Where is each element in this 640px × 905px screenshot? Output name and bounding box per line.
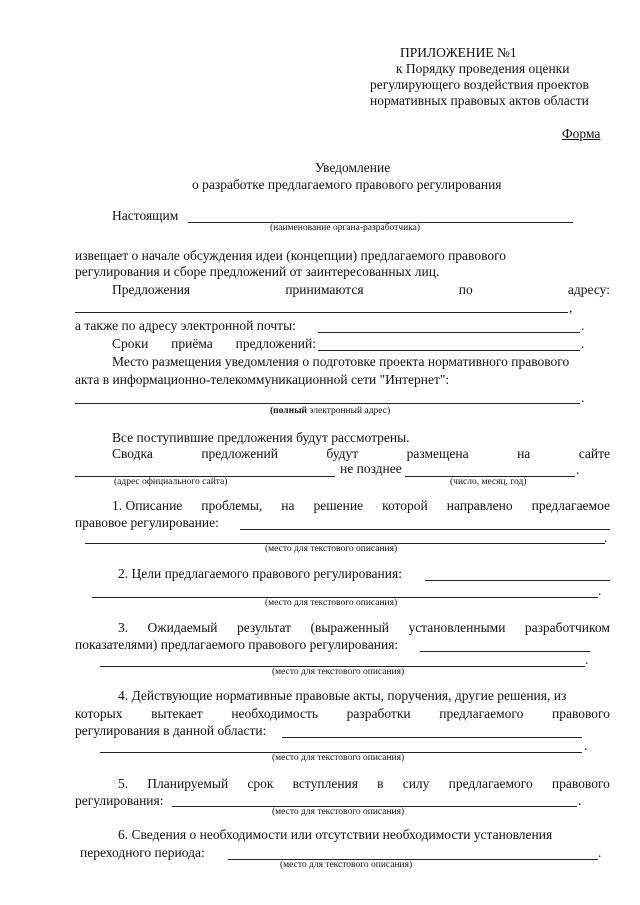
word: которой <box>382 498 428 513</box>
dot: . <box>581 336 585 351</box>
dot: . <box>578 793 582 808</box>
notifies-line2: регулирования и сборе предложений от заинтересованных лиц. <box>75 264 440 279</box>
word: Сводка <box>112 446 153 461</box>
word: проблемы, <box>201 498 263 513</box>
placement-line1: Место размещения уведомления о подготовке проекта нормативного правового <box>112 354 570 369</box>
word: в <box>377 776 384 791</box>
internet-address-field[interactable] <box>75 403 580 404</box>
word: предложений: <box>235 336 316 351</box>
date-caption: (число, месяц, год) <box>450 477 527 487</box>
doc-title: Уведомление <box>315 160 391 175</box>
site-caption: (адрес официального сайта) <box>114 477 228 487</box>
email-field[interactable] <box>318 332 580 333</box>
now-label: Настоящим <box>112 208 179 223</box>
word: будут <box>326 446 359 461</box>
word: размещена <box>406 446 469 461</box>
word: установленными <box>408 620 506 635</box>
word: 3. <box>118 620 129 635</box>
word: решение <box>313 498 364 513</box>
address-field[interactable] <box>75 312 568 313</box>
word: 5. <box>118 776 129 791</box>
section5-caption: (место для текстового описания) <box>272 807 405 817</box>
word: которых <box>75 706 123 721</box>
developer-caption: (наименование органа-разработчика) <box>270 223 421 233</box>
word: приёма <box>171 336 213 351</box>
placement-line2: акта в информационно-телекоммуникационной сети "Интернет": <box>75 372 450 387</box>
section3-caption: (место для текстового описания) <box>272 667 405 677</box>
appendix-title: ПРИЛОЖЕНИЕ №1 <box>400 45 517 60</box>
period-label <box>112 336 316 352</box>
word: результат <box>236 620 292 635</box>
appendix-line4: нормативных правовых актов области <box>370 93 589 108</box>
word: вытекает <box>151 706 203 721</box>
not-later-label: не позднее <box>340 461 402 476</box>
proposals-line <box>112 282 610 298</box>
dot: . <box>584 738 588 753</box>
section4-line2 <box>75 706 610 722</box>
dot: . <box>598 845 602 860</box>
word: сайте <box>578 446 610 461</box>
section2-caption: (место для текстового описания) <box>265 598 398 608</box>
section1-field-a[interactable] <box>240 529 610 530</box>
section1-caption: (место для текстового описания) <box>265 544 398 554</box>
word: Планируемый <box>147 776 229 791</box>
word: (выраженный <box>310 620 390 635</box>
word: разработки <box>346 706 411 721</box>
word: по <box>458 282 473 297</box>
doc-subtitle: о разработке предлагаемого правового регулирования <box>192 177 502 192</box>
all-considered: Все поступившие предложения будут рассмотрены. <box>112 430 410 445</box>
dot: . <box>598 583 602 598</box>
word: на <box>281 498 295 513</box>
word: Сроки <box>112 336 149 351</box>
section3-line1 <box>118 620 610 636</box>
word: адресу: <box>567 282 610 297</box>
section4-line3: регулирования в данной области: <box>75 723 267 738</box>
section6-line2: переходного периода: <box>80 845 205 860</box>
word: принимаются <box>285 282 364 297</box>
word: Ожидаемый <box>147 620 218 635</box>
word: правового <box>551 776 610 791</box>
dot: . <box>576 462 580 477</box>
appendix-line3: регулирующего воздействия проектов <box>370 77 589 92</box>
summary-line <box>112 446 610 462</box>
section3-line2: показателями) предлагаемого правового регулирования: <box>75 637 399 652</box>
section5-line2: регулирования: <box>75 793 164 808</box>
full-address-caption: (полный электронный адрес) <box>270 406 391 416</box>
notifies-line1: извещает о начале обсуждения идеи (концепции) предлагаемого правового <box>75 248 507 263</box>
word: силу <box>402 776 430 791</box>
section2-line1: 2. Цели предлагаемого правового регулирования: <box>118 566 402 581</box>
section6-line1: 6. Сведения о необходимости или отсутствии необходимости установления <box>118 827 553 842</box>
word: предлагаемого <box>439 706 524 721</box>
word: на <box>517 446 531 461</box>
section1-line1 <box>112 498 610 514</box>
period-field[interactable] <box>318 350 580 351</box>
word: предлагаемое <box>531 498 610 513</box>
section6-caption: (место для текстового описания) <box>280 860 413 870</box>
word: предлагаемого <box>448 776 533 791</box>
email-label: а также по адресу электронной почты: <box>75 318 296 333</box>
section4-caption: (место для текстового описания) <box>272 753 405 763</box>
word: Предложения <box>112 282 191 297</box>
dot: . <box>581 390 585 405</box>
dot: . <box>604 530 608 545</box>
dot: . <box>585 652 589 667</box>
word: направлено <box>446 498 513 513</box>
dot: . <box>581 318 585 333</box>
section5-line1 <box>118 776 610 792</box>
appendix-line2: к Порядку проведения оценки <box>396 61 570 76</box>
word: правового <box>552 706 610 721</box>
word: необходимость <box>231 706 319 721</box>
section1-line2: правовое регулирование: <box>75 515 219 530</box>
word: вступления <box>292 776 358 791</box>
form-label: Форма <box>562 126 601 141</box>
word: 1. Описание <box>112 498 183 513</box>
word: срок <box>247 776 274 791</box>
section2-field-a[interactable] <box>425 580 610 581</box>
word: разработчиком <box>524 620 610 635</box>
section4-field-a[interactable] <box>282 737 582 738</box>
comma: , <box>569 300 573 315</box>
section3-field-a[interactable] <box>420 651 590 652</box>
section4-line1: 4. Действующие нормативные правовые акты, поручения, другие решения, из <box>118 688 567 703</box>
word: предложений <box>201 446 278 461</box>
